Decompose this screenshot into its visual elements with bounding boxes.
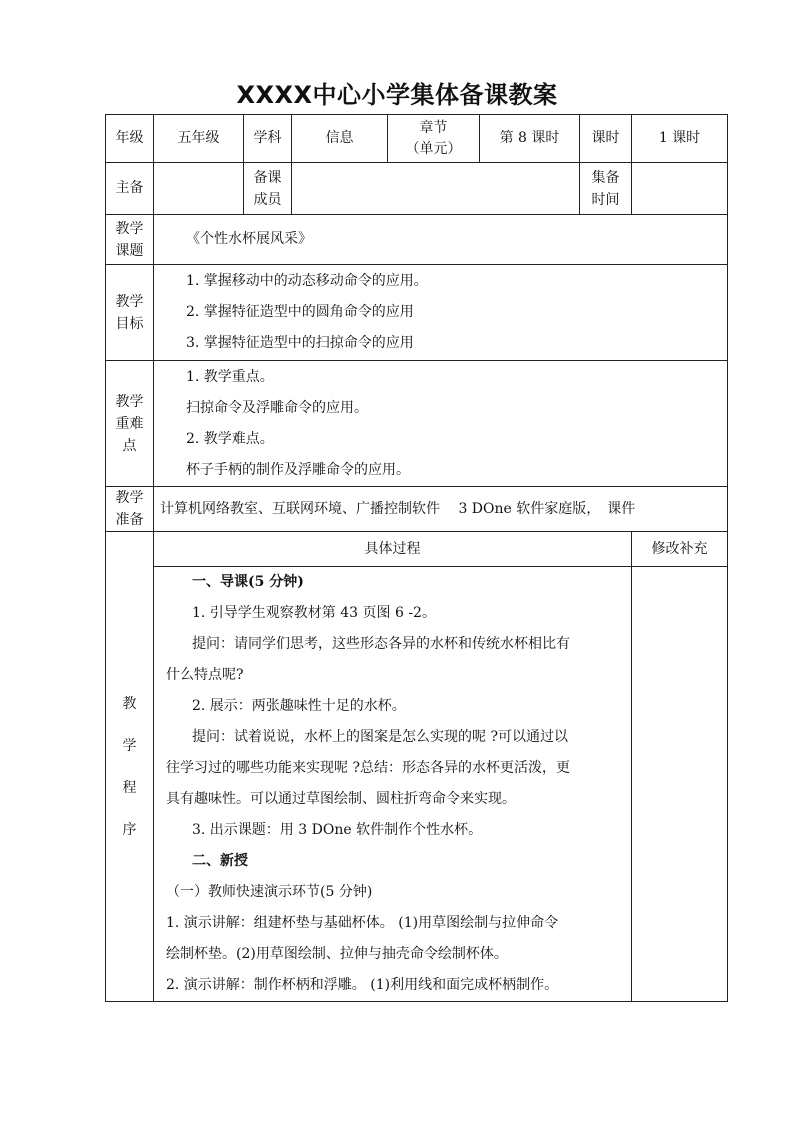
process-content [154,567,632,1002]
process-line: 二、新授 [192,853,248,869]
process-line: 提问：请同学们思考，这些形态各异的水杯和传统水杯相比有 [192,636,570,652]
goal-item: 1. 掌握移动中的动态移动命令的应用。 [186,273,428,289]
lead-label: 主备 [106,163,154,215]
preparation-label-line1: 教学 [115,490,144,506]
key-point-item: 2. 教学难点。 [186,430,274,447]
topic-label [106,215,154,265]
page-title: XXXX中心小学集体备课教案 [236,81,558,109]
topic-label-line2: 课题 [115,242,144,259]
subject-value: 信息 [292,115,388,163]
time-label-line2: 时间 [591,191,620,208]
key-points-list [154,361,728,487]
procedure-header-row [106,532,728,567]
grade-value: 五年级 [154,115,244,163]
process-line: 绘制杯垫。(2)用草图绘制、拉伸与抽壳命令绘制杯体。 [166,946,508,962]
procedure-label-char: 教 [122,695,137,712]
process-line: 1. 演示讲解：组建杯垫与基础杯体。 (1)用草图绘制与拉伸命令 [166,915,559,931]
process-line: 2. 演示讲解：制作杯柄和浮雕。 (1)利用线和面完成杯柄制作。 [166,977,559,993]
time-label-line1: 集备 [591,169,620,186]
goals-label-line2: 目标 [115,315,144,332]
process-column-header: 具体过程 [154,532,632,567]
topic-label-line1: 教学 [115,220,144,237]
topic-value: 《个性水杯展风采》 [154,215,728,265]
lesson-plan-table [105,114,728,1002]
time-label [580,163,632,215]
procedure-label-char: 程 [122,779,137,796]
revise-column-header: 修改补充 [632,532,728,567]
lead-value [154,163,244,215]
process-line: 什么特点呢? [166,667,244,683]
process-line: 2. 展示：两张趣味性十足的水杯。 [192,698,406,714]
process-line: 提问：试着说说，水杯上的图案是怎么实现的呢 ?可以通过以 [192,729,568,745]
process-line: （一）教师快速演示环节(5 分钟) [166,884,373,900]
process-line: 具有趣味性。可以通过草图绘制、圆柱折弯命令来实现。 [166,791,516,807]
header-row [106,115,728,163]
grade-label: 年级 [106,115,154,163]
preparation-label-line2: 准备 [115,512,144,528]
goals-row [106,265,728,361]
procedure-label-char: 学 [122,737,137,754]
hours-value: 1 课时 [632,115,728,163]
key-points-label [106,361,154,487]
hours-label: 课时 [580,115,632,163]
members-value [292,163,580,215]
process-line: 1. 引导学生观察教材第 43 页图 6 -2。 [192,605,436,621]
key-point-item: 杯子手柄的制作及浮雕命令的应用。 [186,461,410,478]
procedure-label [106,532,154,1002]
preparation-label [106,487,154,532]
preparation-value: 计算机网络教室、互联网环境、广播控制软件 3 DOne 软件家庭版， 课件 [154,487,728,532]
key-points-label-line3: 点 [122,437,137,454]
key-point-item: 扫掠命令及浮雕命令的应用。 [186,399,368,416]
key-point-item: 1. 教学重点。 [186,368,274,385]
time-value [632,163,728,215]
chapter-label-line1: 章节 [419,119,448,136]
preparation-row [106,487,728,532]
process-line: 往学习过的哪些功能来实现呢 ?总结：形态各异的水杯更活泼，更 [166,760,570,776]
goals-label-line1: 教学 [115,293,144,310]
procedure-body-row [106,567,728,1002]
process-line: 3. 出示课题：用 3 DOne 软件制作个性水杯。 [192,822,483,838]
topic-row [106,215,728,265]
members-label-line1: 备课 [253,169,282,186]
key-points-row [106,361,728,487]
subject-label: 学科 [244,115,292,163]
chapter-label [388,115,480,163]
chapter-label-line2: （单元） [405,140,462,157]
chapter-value: 第 8 课时 [480,115,580,163]
revise-content [632,567,728,1002]
goals-label [106,265,154,361]
goal-item: 3. 掌握特征造型中的扫掠命令的应用 [186,335,414,351]
key-points-label-line1: 教学 [115,393,144,410]
members-label [244,163,292,215]
process-line: 一、导课(5 分钟) [192,574,304,590]
goal-item: 2. 掌握特征造型中的圆角命令的应用 [186,304,414,320]
prep-row [106,163,728,215]
procedure-label-char: 序 [122,821,137,838]
goals-list [154,265,728,361]
key-points-label-line2: 重难 [115,415,144,432]
members-label-line2: 成员 [253,191,282,208]
